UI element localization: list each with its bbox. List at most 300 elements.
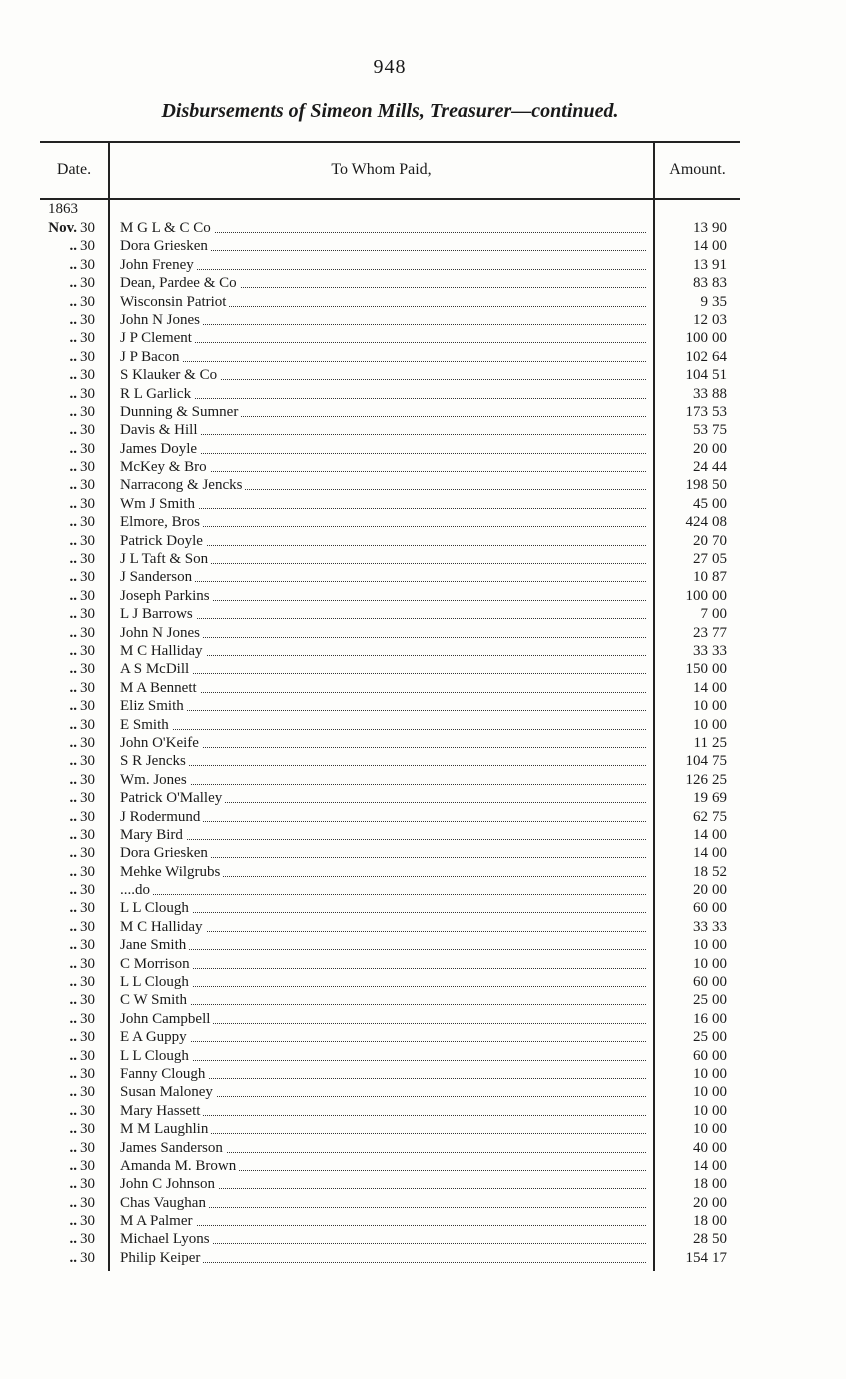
table-row: [0, 513, 846, 531]
row-amount-dollars: 12: [693, 311, 708, 328]
row-day: 30: [80, 330, 95, 347]
row-day: 30: [80, 771, 95, 788]
row-month: ..: [69, 1157, 77, 1174]
table-row: [0, 237, 846, 255]
row-day: 30: [80, 238, 95, 255]
table-row: [0, 587, 846, 605]
date-column-header: Date.: [56, 161, 92, 178]
page-number: 948: [373, 56, 407, 78]
row-day: 30: [80, 569, 95, 586]
row-payee: [120, 642, 650, 660]
row-month: ..: [69, 808, 77, 825]
row-month: ..: [69, 311, 77, 328]
row-amount-cents: 00: [712, 606, 727, 623]
row-amount-cents: 00: [712, 716, 727, 733]
table-row: [0, 808, 846, 826]
row-payee: [120, 440, 650, 458]
row-amount-cents: 00: [712, 587, 727, 604]
table-row: [0, 1010, 846, 1028]
row-amount-dollars: 24: [693, 459, 708, 476]
row-payee: [120, 1028, 650, 1046]
row-payee-name: Mary Bird: [120, 827, 186, 843]
row-payee-name: John Freney: [120, 257, 197, 273]
row-payee-name: L L Clough: [120, 1048, 192, 1064]
row-day: 30: [80, 606, 95, 623]
row-payee: [120, 789, 650, 807]
row-amount-cents: 83: [712, 275, 727, 292]
row-amount-cents: 00: [712, 679, 727, 696]
table-row: [0, 826, 846, 844]
row-amount-dollars: 25: [693, 1029, 708, 1046]
row-payee-name: M C Halliday: [120, 643, 206, 659]
table-row: [0, 624, 846, 642]
row-amount-dollars: 9: [700, 293, 708, 310]
row-amount-cents: 00: [712, 1139, 727, 1156]
row-day: 30: [80, 992, 95, 1009]
row-month: ..: [69, 1047, 77, 1064]
row-payee-name: Wm J Smith: [120, 496, 198, 512]
table-row: [0, 568, 846, 586]
row-payee-name: R L Garlick: [120, 386, 194, 402]
row-payee: [120, 991, 650, 1009]
row-payee-name: M G L & C Co: [120, 220, 214, 236]
row-month: Nov.: [48, 220, 77, 236]
row-amount-dollars: 83: [693, 275, 708, 292]
row-month: ..: [69, 367, 77, 384]
table-row: [0, 256, 846, 274]
row-month: ..: [69, 569, 77, 586]
row-payee: [120, 1120, 650, 1138]
row-amount-dollars: 10: [693, 1102, 708, 1119]
row-day: 30: [80, 348, 95, 365]
year-label: 1863: [48, 201, 78, 217]
row-month: ..: [69, 293, 77, 310]
row-amount-dollars: 60: [693, 900, 708, 917]
table-row: [0, 881, 846, 899]
row-payee: [120, 476, 650, 494]
row-amount-cents: 00: [712, 495, 727, 512]
table-row: [0, 1102, 846, 1120]
table-row: [0, 789, 846, 807]
row-amount-cents: 50: [712, 477, 727, 494]
row-payee: [120, 660, 650, 678]
row-month: ..: [69, 790, 77, 807]
row-payee-name: Dora Griesken: [120, 845, 211, 861]
row-payee-name: J Sanderson: [120, 569, 195, 585]
row-month: ..: [69, 495, 77, 512]
row-month: ..: [69, 385, 77, 402]
row-amount-cents: 08: [712, 514, 727, 531]
row-amount-dollars: 25: [693, 992, 708, 1009]
row-payee: [120, 624, 650, 642]
row-day: 30: [80, 422, 95, 439]
table-row: [0, 1212, 846, 1230]
row-amount-dollars: 14: [693, 845, 708, 862]
row-payee: [120, 366, 650, 384]
row-amount-cents: 03: [712, 311, 727, 328]
row-payee: [120, 348, 650, 366]
row-amount-cents: 50: [712, 1231, 727, 1248]
row-amount-cents: 00: [712, 1010, 727, 1027]
page-title: Disbursements of Simeon Mills, Treasurer—continued.: [161, 100, 619, 122]
row-payee-name: J L Taft & Son: [120, 551, 211, 567]
row-payee: [120, 679, 650, 697]
row-amount-dollars: 62: [693, 808, 708, 825]
row-amount-cents: 70: [712, 532, 727, 549]
row-month: ..: [69, 863, 77, 880]
row-amount-cents: 77: [712, 624, 727, 641]
row-amount-cents: 88: [712, 385, 727, 402]
row-month: ..: [69, 256, 77, 273]
row-day: 30: [80, 900, 95, 917]
table-row: [0, 1120, 846, 1138]
row-amount-cents: 00: [712, 1176, 727, 1193]
row-day: 30: [80, 790, 95, 807]
table-row: [0, 1249, 846, 1267]
row-payee-name: Dean, Pardee & Co: [120, 275, 240, 291]
row-amount-dollars: 33: [693, 385, 708, 402]
row-payee: [120, 955, 650, 973]
row-month: ..: [69, 1121, 77, 1138]
table-row: [0, 918, 846, 936]
row-month: ..: [69, 403, 77, 420]
row-payee: [120, 587, 650, 605]
row-day: 30: [80, 1194, 95, 1211]
row-amount-cents: 00: [712, 1102, 727, 1119]
row-amount-cents: 00: [712, 698, 727, 715]
row-day: 30: [80, 1231, 95, 1248]
row-day: 30: [80, 1010, 95, 1027]
row-payee: [120, 1194, 650, 1212]
row-amount-cents: 00: [712, 845, 727, 862]
row-payee-name: J P Bacon: [120, 349, 182, 365]
row-day: 30: [80, 293, 95, 310]
row-day: 30: [80, 918, 95, 935]
row-amount-dollars: 198: [685, 477, 708, 494]
amount-column-header: Amount.: [669, 161, 726, 178]
row-payee: [120, 734, 650, 752]
row-payee: [120, 568, 650, 586]
row-payee: [120, 973, 650, 991]
row-month: ..: [69, 606, 77, 623]
row-payee-name: Patrick O'Malley: [120, 790, 225, 806]
row-amount-dollars: 40: [693, 1139, 708, 1156]
row-month: ..: [69, 1213, 77, 1230]
row-amount-dollars: 18: [693, 863, 708, 880]
table-row: [0, 991, 846, 1009]
row-amount-dollars: 16: [693, 1010, 708, 1027]
row-month: ..: [69, 937, 77, 954]
row-amount-dollars: 14: [693, 238, 708, 255]
row-month: ..: [69, 992, 77, 1009]
table-row: [0, 385, 846, 403]
row-amount-cents: 00: [712, 937, 727, 954]
table-row: [0, 844, 846, 862]
row-amount-cents: 90: [712, 220, 727, 236]
row-day: 30: [80, 1139, 95, 1156]
row-month: ..: [69, 698, 77, 715]
row-month: ..: [69, 716, 77, 733]
row-payee-name: John C Johnson: [120, 1176, 218, 1192]
row-day: 30: [80, 495, 95, 512]
row-payee: [120, 899, 650, 917]
row-payee: [120, 495, 650, 513]
row-payee-name: Davis & Hill: [120, 422, 201, 438]
row-amount-cents: 75: [712, 808, 727, 825]
row-payee-name: Michael Lyons: [120, 1231, 213, 1247]
row-amount-dollars: 10: [693, 955, 708, 972]
table-row: [0, 403, 846, 421]
row-day: 30: [80, 661, 95, 678]
row-payee-name: M M Laughlin: [120, 1121, 211, 1137]
row-month: ..: [69, 238, 77, 255]
row-payee: [120, 256, 650, 274]
row-payee-name: M A Palmer: [120, 1213, 196, 1229]
row-day: 30: [80, 385, 95, 402]
row-payee: [120, 808, 650, 826]
row-amount-dollars: 18: [693, 1213, 708, 1230]
row-amount-cents: 00: [712, 955, 727, 972]
row-day: 30: [80, 882, 95, 899]
row-payee: [120, 1083, 650, 1101]
row-payee-name: L L Clough: [120, 974, 192, 990]
row-day: 30: [80, 1065, 95, 1082]
table-row: [0, 311, 846, 329]
row-amount-cents: 00: [712, 1029, 727, 1046]
table-row: [0, 973, 846, 991]
row-day: 30: [80, 403, 95, 420]
row-month: ..: [69, 459, 77, 476]
table-row: [0, 274, 846, 292]
row-day: 30: [80, 624, 95, 641]
row-day: 30: [80, 1029, 95, 1046]
row-payee: [120, 844, 650, 862]
row-month: ..: [69, 330, 77, 347]
row-payee: [120, 1212, 650, 1230]
row-payee-name: John O'Keife: [120, 735, 202, 751]
row-amount-dollars: 104: [685, 367, 708, 384]
row-day: 30: [80, 587, 95, 604]
row-amount-dollars: 10: [693, 569, 708, 586]
row-payee-name: Fanny Clough: [120, 1066, 208, 1082]
table-row: [0, 752, 846, 770]
row-day: 30: [80, 1213, 95, 1230]
row-amount-dollars: 154: [685, 1249, 708, 1266]
row-amount-dollars: 7: [700, 606, 708, 623]
row-day: 30: [80, 551, 95, 568]
table-row: [0, 716, 846, 734]
row-day: 30: [80, 1102, 95, 1119]
row-payee-name: Chas Vaughan: [120, 1195, 209, 1211]
row-month: ..: [69, 679, 77, 696]
table-row: [0, 1065, 846, 1083]
row-amount-cents: 00: [712, 440, 727, 457]
row-payee-name: James Sanderson: [120, 1140, 226, 1156]
row-payee-name: ....do: [120, 882, 153, 898]
row-amount-cents: 33: [712, 918, 727, 935]
row-month: ..: [69, 1176, 77, 1193]
row-amount-dollars: 60: [693, 974, 708, 991]
row-payee: [120, 1175, 650, 1193]
table-row: [0, 771, 846, 789]
row-payee: [120, 513, 650, 531]
row-payee-name: Elmore, Bros: [120, 514, 203, 530]
row-day: 30: [80, 845, 95, 862]
table-row: [0, 1157, 846, 1175]
row-amount-dollars: 10: [693, 716, 708, 733]
row-payee-name: L J Barrows: [120, 606, 196, 622]
row-day: 30: [80, 734, 95, 751]
row-amount-dollars: 11: [693, 734, 708, 751]
row-amount-dollars: 14: [693, 679, 708, 696]
row-amount-dollars: 424: [685, 514, 708, 531]
row-amount-dollars: 23: [693, 624, 708, 641]
row-amount-dollars: 28: [693, 1231, 708, 1248]
row-payee-name: Susan Maloney: [120, 1084, 216, 1100]
row-payee-name: Eliz Smith: [120, 698, 187, 714]
row-amount-dollars: 10: [693, 937, 708, 954]
row-day: 30: [80, 532, 95, 549]
row-amount-dollars: 45: [693, 495, 708, 512]
row-month: ..: [69, 422, 77, 439]
row-payee: [120, 1249, 650, 1267]
table-row: [0, 476, 846, 494]
row-day: 30: [80, 826, 95, 843]
row-month: ..: [69, 1249, 77, 1266]
table-header-rule: [40, 198, 740, 200]
row-amount-cents: 00: [712, 661, 727, 678]
row-amount-dollars: 100: [685, 587, 708, 604]
row-amount-cents: 64: [712, 348, 727, 365]
row-amount-dollars: 126: [685, 771, 708, 788]
row-amount-dollars: 173: [685, 403, 708, 420]
row-amount-cents: 00: [712, 826, 727, 843]
row-payee: [120, 458, 650, 476]
table-row: [0, 955, 846, 973]
row-amount-dollars: 102: [685, 348, 708, 365]
row-amount-dollars: 10: [693, 1121, 708, 1138]
row-payee-name: John Campbell: [120, 1011, 213, 1027]
row-payee-name: Joseph Parkins: [120, 588, 213, 604]
row-month: ..: [69, 734, 77, 751]
row-payee-name: Dora Griesken: [120, 238, 211, 254]
row-amount-cents: 00: [712, 900, 727, 917]
table-row: [0, 936, 846, 954]
table-row: [0, 1028, 846, 1046]
table-row: [0, 660, 846, 678]
row-amount-dollars: 100: [685, 330, 708, 347]
row-amount-dollars: 20: [693, 882, 708, 899]
row-month: ..: [69, 845, 77, 862]
row-amount-cents: 69: [712, 790, 727, 807]
row-amount-dollars: 13: [693, 256, 708, 273]
row-payee-name: M C Halliday: [120, 919, 206, 935]
row-amount-cents: 25: [712, 771, 727, 788]
row-amount-cents: 00: [712, 1065, 727, 1082]
row-payee: [120, 532, 650, 550]
row-amount-dollars: 10: [693, 1084, 708, 1101]
row-month: ..: [69, 1010, 77, 1027]
row-amount-dollars: 14: [693, 826, 708, 843]
row-month: ..: [69, 826, 77, 843]
row-payee-name: L L Clough: [120, 900, 192, 916]
row-payee: [120, 1010, 650, 1028]
table-row: [0, 1194, 846, 1212]
row-month: ..: [69, 771, 77, 788]
row-amount-dollars: 20: [693, 1194, 708, 1211]
row-payee-name: Mary Hassett: [120, 1103, 203, 1119]
row-amount-dollars: 27: [693, 551, 708, 568]
row-payee-name: James Doyle: [120, 441, 200, 457]
row-payee-name: J Rodermund: [120, 809, 203, 825]
row-month: ..: [69, 1065, 77, 1082]
row-payee: [120, 605, 650, 623]
row-month: ..: [69, 900, 77, 917]
disbursement-table: [0, 219, 846, 1267]
row-amount-cents: 00: [712, 1121, 727, 1138]
row-amount-dollars: 10: [693, 698, 708, 715]
row-payee-name: Jane Smith: [120, 937, 189, 953]
row-day: 30: [80, 256, 95, 273]
table-row: [0, 899, 846, 917]
row-month: ..: [69, 955, 77, 972]
row-payee-name: John N Jones: [120, 625, 203, 641]
row-amount-cents: 53: [712, 403, 727, 420]
row-payee: [120, 311, 650, 329]
row-day: 30: [80, 440, 95, 457]
payee-column-header: To Whom Paid,: [331, 161, 432, 178]
row-payee: [120, 1230, 650, 1248]
row-amount-dollars: 20: [693, 440, 708, 457]
row-payee-name: Wm. Jones: [120, 772, 190, 788]
row-day: 30: [80, 1176, 95, 1193]
table-row: [0, 1175, 846, 1193]
row-payee-name: S R Jencks: [120, 753, 189, 769]
table-row: [0, 605, 846, 623]
row-day: 30: [80, 642, 95, 659]
table-row: [0, 421, 846, 439]
row-day: 30: [80, 367, 95, 384]
row-day: 30: [80, 1157, 95, 1174]
row-amount-dollars: 10: [693, 1065, 708, 1082]
row-day: 30: [80, 974, 95, 991]
row-day: 30: [80, 477, 95, 494]
row-day: 30: [80, 679, 95, 696]
table-row: [0, 495, 846, 513]
row-day: 30: [80, 937, 95, 954]
row-amount-cents: 00: [712, 1213, 727, 1230]
row-amount-cents: 87: [712, 569, 727, 586]
row-payee-name: Amanda M. Brown: [120, 1158, 239, 1174]
row-payee: [120, 237, 650, 255]
row-payee: [120, 550, 650, 568]
row-month: ..: [69, 753, 77, 770]
row-amount-cents: 00: [712, 238, 727, 255]
row-payee: [120, 1047, 650, 1065]
row-amount-dollars: 150: [685, 661, 708, 678]
table-row: [0, 219, 846, 237]
table-row: [0, 550, 846, 568]
row-payee: [120, 752, 650, 770]
row-payee-name: E A Guppy: [120, 1029, 190, 1045]
row-amount-cents: 00: [712, 330, 727, 347]
row-month: ..: [69, 1084, 77, 1101]
row-amount-cents: 00: [712, 1157, 727, 1174]
row-amount-dollars: 19: [693, 790, 708, 807]
table-top-rule: [40, 141, 740, 143]
table-row: [0, 642, 846, 660]
row-payee: [120, 1065, 650, 1083]
